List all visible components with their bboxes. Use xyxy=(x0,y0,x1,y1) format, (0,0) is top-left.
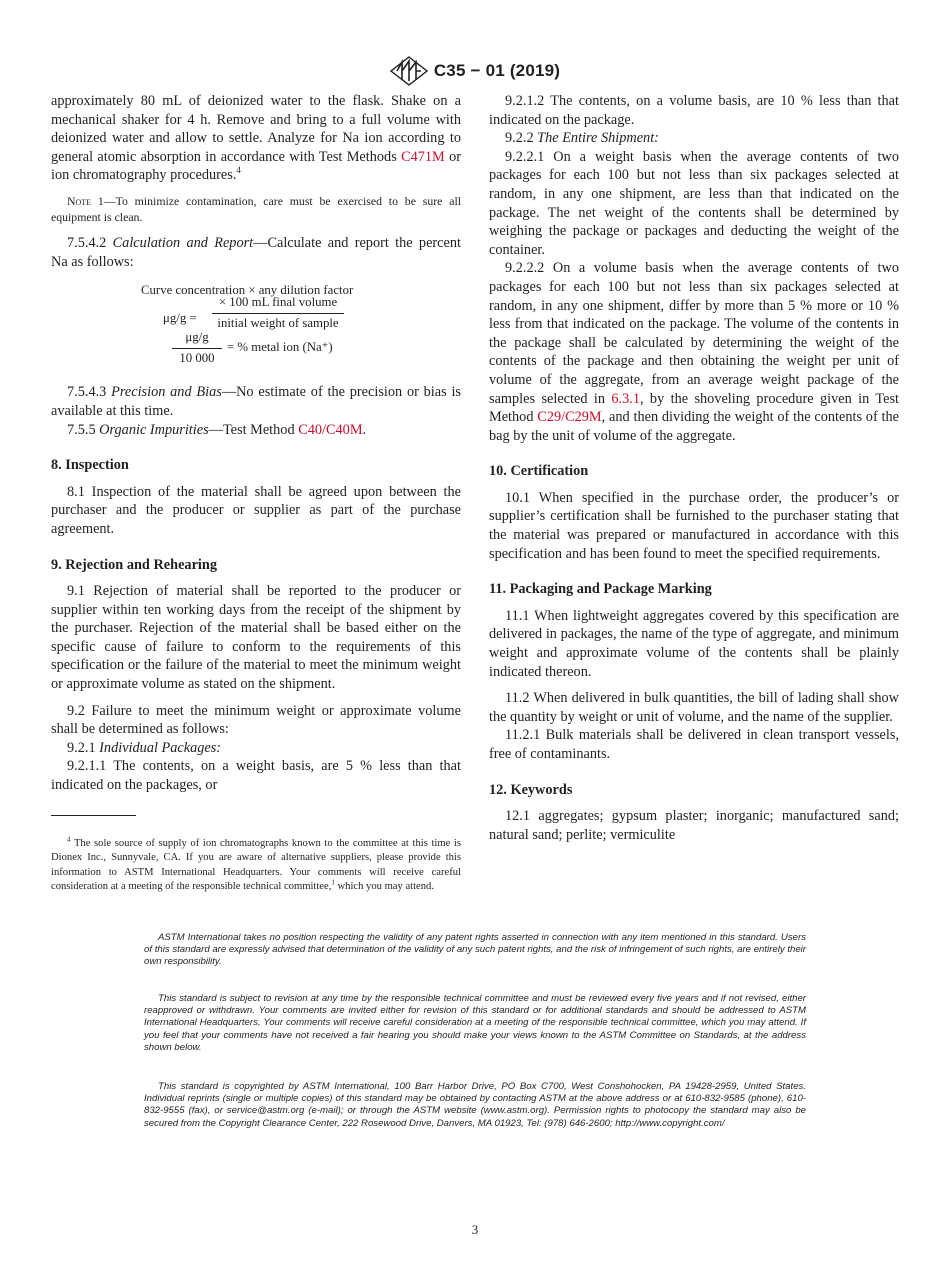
right-column xyxy=(489,92,899,844)
paragraph-9-2-1-2: 9.2.1.2 The contents, on a volume basis, are 10 % less than that indicated on the package. xyxy=(489,93,899,128)
link-c29[interactable]: C29/C29M xyxy=(537,409,602,426)
equation-line-1: Curve concentration × any dilution factor xyxy=(141,283,354,298)
paragraph-continued: approximately 80 mL of deionized water to the flask. Shake on a mechanical shaker for 4 h. Remove and bring to a full volume with deionized water and allow to settle. Analyze for Na ion according to general atomic absorption in accordance with Test Methods C471M or ion chromatography procedures.$^4$ xyxy=(51,93,462,184)
equation-fraction-2: $\frac{\mu g/g}{10 000}$ xyxy=(172,328,222,367)
section-heading-8: 8. Inspection xyxy=(51,457,129,474)
link-6-3-1[interactable]: 6.3.1 xyxy=(611,390,640,407)
section-heading-9: 9. Rejection and Rehearing xyxy=(51,556,217,573)
paragraph-9-2-2: 9.2.2 The Entire Shipment: xyxy=(505,130,659,147)
paragraph-9-2: 9.2 Failure to meet the minimum weight or approximate volume shall be determined as follows: xyxy=(51,702,461,738)
legal-patent-notice: ASTM International takes no position respecting the validity of any patent rights asserted in connection with any item mentioned in this standard. Users of this standard are expressly advised that determination of the validity of any such patent rights, and the risk of infringement of such rights, are entirely their own responsibility. xyxy=(144,931,806,968)
paragraph-7-5-4-3: 7.5.4.3 Precision and Bias—No estimate of the precision or bias is available at this time. xyxy=(51,384,461,419)
paragraph-7-5-5: 7.5.5 Organic Impurities—Test Method C40/C40M. xyxy=(67,421,367,438)
link-c471m[interactable]: C471M xyxy=(401,148,445,165)
paragraph-12-1: 12.1 aggregates; gypsum plaster; inorganic; manufactured sand; natural sand; perlite; vermiculite xyxy=(489,808,899,843)
paragraph-7-5-4-2: 7.5.4.2 Calculation and Report—Calculate and report the percent Na as follows: xyxy=(51,235,461,270)
equation-block xyxy=(51,281,461,377)
paragraph-9-2-2-1: 9.2.2.1 On a weight basis when the average contents of two packages for each 100 but not less than six packages selected at random, in any one shipment, are less than that indicated on the package. The net weight of the contents shall be determined by weighing the package or packages and deducting the weight of the container. xyxy=(489,148,899,258)
footnote-ref[interactable]: 4 xyxy=(236,165,241,176)
page-number: 3 xyxy=(471,1222,479,1237)
paragraph-11-2: 11.2 When delivered in bulk quantities, the bill of lading shall show the quantity by weight or unit of volume, and the name of the supplier. xyxy=(489,690,899,725)
standard-designation: C35 − 01 (2019) xyxy=(433,61,561,80)
left-column xyxy=(51,92,461,795)
astm-logo-icon xyxy=(390,56,428,86)
paragraph-9-1: 9.1 Rejection of material shall be reported to the producer or supplier within ten working days from the receipt of the shipment by the purchaser. Rejection of the material shall be based either on the specific cause of failure to conform to the requirements of this specification or the failure of the material to meet the minimum weight or approximate volume as stated on the shipment. xyxy=(51,583,461,693)
page-header xyxy=(0,56,950,86)
section-heading-12: 12. Keywords xyxy=(489,781,573,798)
section-heading-10: 10. Certification xyxy=(489,463,589,480)
legal-revision-notice: This standard is subject to revision at any time by the responsible technical committee and must be reviewed every five years and if not revised, either reapproved or withdrawn. Your comments are invited either for revision of this standard or for additional standards and should be addressed to ASTM International Headquarters. Your comments will receive careful consideration at a meeting of the responsible technical committee, which you may attend. If you feel that your comments have not received a fair hearing you should make your views known to the ASTM Committee on Standards, at the address shown below. xyxy=(144,992,806,1054)
link-c40[interactable]: C40/C40M xyxy=(298,421,363,438)
footnote-4: $^4$ The sole source of supply of ion chromatographs known to the committee at this time is Dionex Inc., Sunnyvale, CA. If you are aware of alternative suppliers, please provide this information to ASTM International Headquarters. Your comments will receive careful consideration at a meeting of the responsible technical committee,$^1$ which you may attend. xyxy=(51,835,461,893)
paragraph-9-2-1: 9.2.1 Individual Packages: xyxy=(67,739,222,756)
paragraph-9-2-1-1: 9.2.1.1 The contents, on a weight basis, are 5 % less than that indicated on the packages, or xyxy=(51,758,461,794)
paragraph-8-1: 8.1 Inspection of the material shall be agreed upon between the purchaser and the producer or supplier as part of the purchase agreement. xyxy=(51,483,461,537)
equation-fraction-1: × 100 mL final volume initial weight of sample xyxy=(212,293,344,332)
paragraph-10-1: 10.1 When specified in the purchase order, the producer’s or supplier’s certification shall be furnished to the purchaser stating that the material was prepared or manufactured in accordance with this specification and has been found to meet the specified requirements. xyxy=(489,489,899,562)
paragraph-11-1: 11.1 When lightweight aggregates covered by this specification are delivered in packages, the name of the type of aggregate, and minimum weight and approximate volume of the contents shall be plainly indicated thereon. xyxy=(489,607,899,680)
equation-lhs: μg/g = xyxy=(163,311,197,326)
section-heading-11: 11. Packaging and Package Marking xyxy=(489,581,712,598)
note-1: Note 1—To minimize contamination, care must be exercised to be sure all equipment is clean. xyxy=(51,193,462,224)
footnote-rule xyxy=(51,815,136,816)
paragraph-9-2-2-2: 9.2.2.2 On a volume basis when the average contents of two packages for each 100 but not less than six packages selected at random, in any one shipment, differ by more than 5 % more or 10 % less from that indicated on the package. The volume of the contents in the package shall be calculated by determining the weight of the contents of the package and then obtaining the weight per unit of volume of the aggregate, from an average weight package of the samples selected in 6.3.1, by the shoveling procedure given in Test Method C29/C29M, and then dividing the weight of the contents of the bag by the unit of volume of the aggregate. xyxy=(489,260,899,444)
paragraph-11-2-1: 11.2.1 Bulk materials shall be delivered in clean transport vessels, free of contaminants. xyxy=(489,727,899,762)
equation-rhs-2: = % metal ion (Na⁺) xyxy=(227,340,333,355)
legal-copyright-notice: This standard is copyrighted by ASTM International, 100 Barr Harbor Drive, PO Box C700, West Conshohocken, PA 19428-2959, United States. Individual reprints (single or multiple copies) of this standard may be obtained by contacting ASTM at the above address or at 610-832-9585 (phone), 610-832-9555 (fax), or service@astm.org (e-mail); or through the ASTM website (www.astm.org). Permission rights to photocopy the standard may also be secured from the Copyright Clearance Center, 222 Rosewood Drive, Danvers, MA 01923, Tel: (978) 646-2600; http://www.copyright.com/ xyxy=(144,1080,806,1129)
